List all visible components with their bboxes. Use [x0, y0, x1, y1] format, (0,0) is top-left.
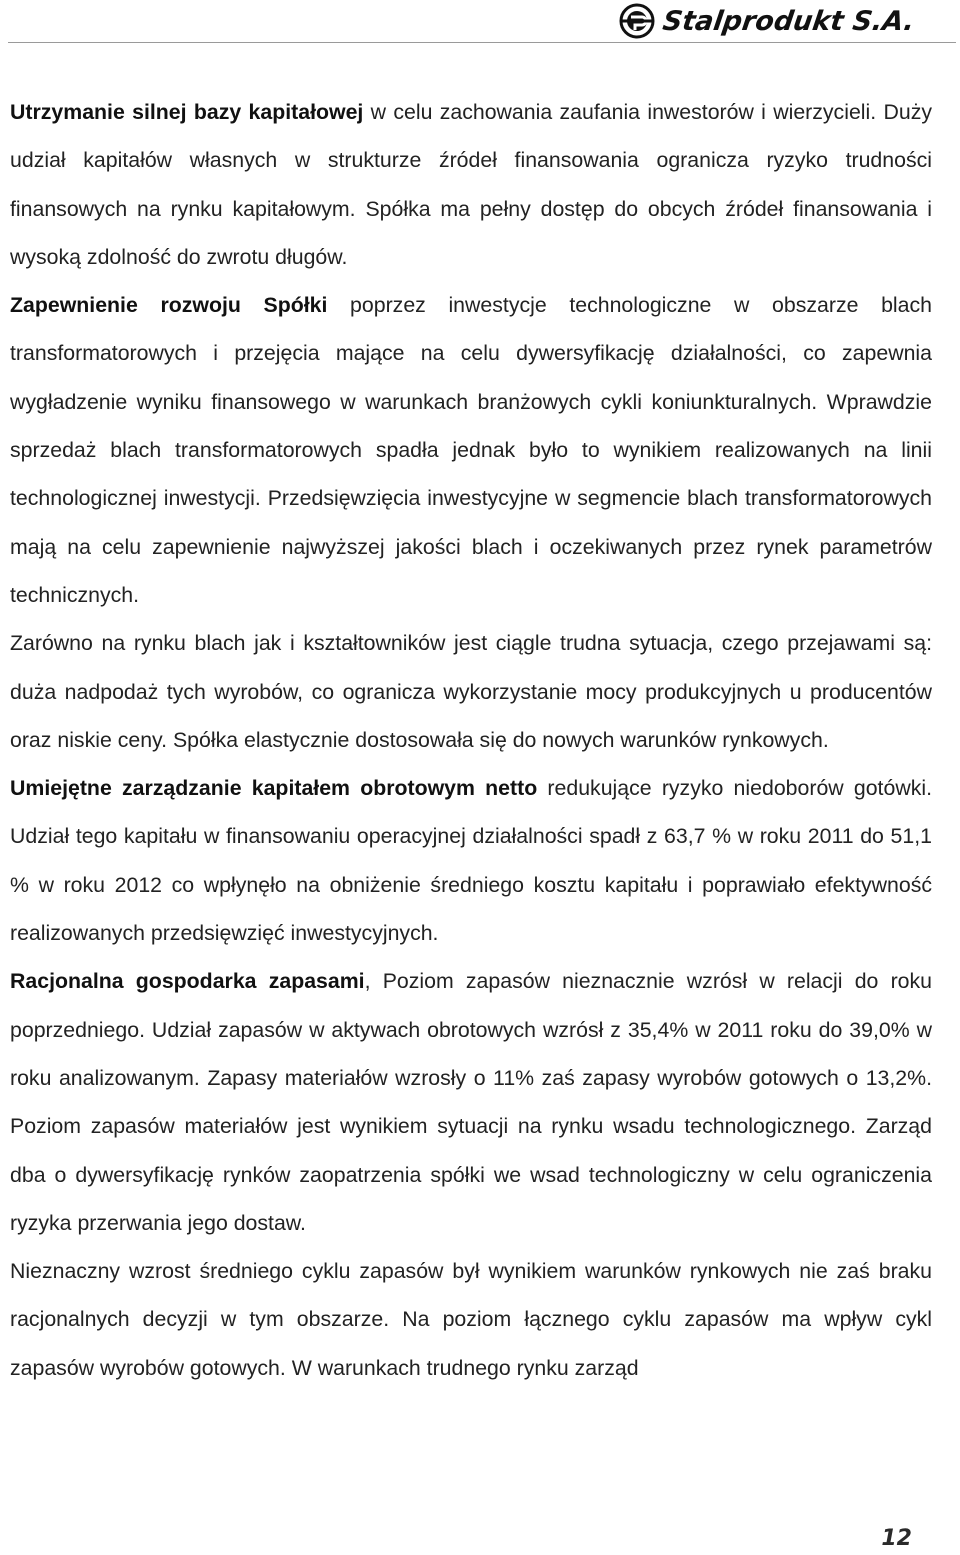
paragraph — [10, 1247, 932, 1392]
paragraph-text: poprzez inwestycje technologiczne w obszarze blach transformatorowych i przejęcia mające na celu dywersyfikację działalności, co zapewnia wygładzenie wyniku finansowego w warunkach branżowych cykli koniunkturalnych. Wprawdzie sprzedaż blach transformatorowych spadła jednak było to wynikiem realizowanych na linii technologicznej inwestycji. Przedsięwzięcia inwestycyjne w segmencie blach transformatorowych mają na celu zapewnienie najwyższej jakości blach i oczekiwanych przez rynek parametrów technicznych. — [10, 293, 932, 607]
paragraph — [10, 281, 932, 619]
company-name: Stalprodukt S.A. — [660, 5, 917, 37]
header-divider — [8, 42, 956, 43]
paragraph-text: Zarówno na rynku blach jak i kształtowników jest ciągle trudna sytuacja, czego przejawami są: duża nadpodaż tych wyrobów, co ogranicza wykorzystanie mocy produkcyjnych u producentów oraz niskie ceny. Spółka elastycznie dostosowała się do nowych warunków rynkowych. — [10, 631, 932, 752]
stalprodukt-logo-icon — [619, 3, 655, 39]
paragraph-text: redukujące ryzyko niedoborów gotówki. Udział tego kapitału w finansowaniu operacyjnej działalności spadł z 63,7 % w roku 2011 do 51,1 % w roku 2012 co wpłynęło na obniżenie średniego kosztu kapitału i poprawiało efektywność realizowanych przedsięwzięć inwestycyjnych. — [10, 776, 932, 946]
paragraph — [10, 764, 932, 957]
paragraph — [10, 619, 932, 764]
paragraph-text: , Poziom zapasów nieznacznie wzrósł w relacji do roku poprzedniego. Udział zapasów w aktywach obrotowych wzrósł z 35,4% w 2011 roku do 39,0% w roku analizowanym. Zapasy materiałów wzrosły o 11% zaś zapasy wyrobów gotowych o 13,2%. Poziom zapasów materiałów jest wynikiem sytuacji na rynku wsadu technologicznego. Zarząd dba o dywersyfikację rynków zaopatrzenia spółki we wsad technologiczny w celu ograniczenia ryzyka przerwania jego dostaw. — [10, 969, 932, 1235]
paragraph — [10, 88, 932, 281]
document-body — [10, 88, 932, 1392]
paragraph-heading: Zapewnienie rozwoju Spółki — [10, 293, 328, 318]
company-logo — [619, 2, 917, 40]
page-number: 12 — [881, 1526, 912, 1551]
paragraph-text: w celu zachowania zaufania inwestorów i wierzycieli. Duży udział kapitałów własnych w strukturze źródeł finansowania ogranicza ryzyko trudności finansowych na rynku kapitałowym. Spółka ma pełny dostęp do obcych źródeł finansowania i wysoką zdolność do zwrotu długów. — [10, 100, 932, 269]
page-header — [0, 0, 960, 44]
paragraph-heading: Racjonalna gospodarka zapasami — [10, 969, 365, 994]
paragraph-heading: Utrzymanie silnej bazy kapitałowej — [10, 100, 364, 124]
paragraph-heading: Umiejętne zarządzanie kapitałem obrotowym netto — [10, 776, 538, 801]
paragraph — [10, 957, 932, 1247]
paragraph-text: Nieznaczny wzrost średniego cyklu zapasów był wynikiem warunków rynkowych nie zaś braku racjonalnych decyzji w tym obszarze. Na poziom łącznego cyklu zapasów ma wpływ cykl zapasów wyrobów gotowych. W warunkach trudnego rynku zarząd — [10, 1259, 932, 1380]
